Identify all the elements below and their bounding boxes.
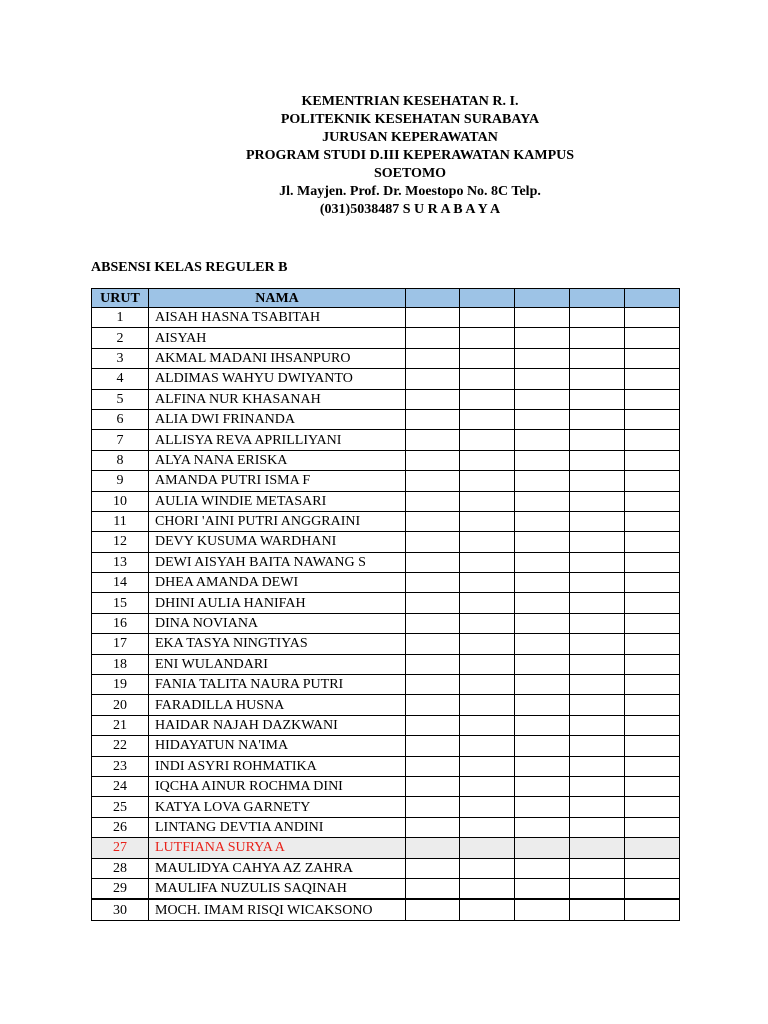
attendance-cell[interactable] xyxy=(460,450,515,470)
attendance-cell[interactable] xyxy=(570,573,625,593)
attendance-cell[interactable] xyxy=(570,593,625,613)
attendance-cell[interactable] xyxy=(570,308,625,328)
attendance-cell[interactable] xyxy=(570,552,625,572)
row-number: 7 xyxy=(92,430,149,450)
section-title: ABSENSI KELAS REGULER B xyxy=(91,260,288,275)
table-row xyxy=(92,389,680,409)
letterhead-line: SOETOMO xyxy=(373,166,447,181)
attendance-cell[interactable] xyxy=(515,654,570,674)
attendance-cell[interactable] xyxy=(460,776,515,796)
attendance-cell[interactable] xyxy=(625,532,680,552)
attendance-cell[interactable] xyxy=(460,511,515,531)
attendance-cell[interactable] xyxy=(515,348,570,368)
student-name: ALDIMAS WAHYU DWIYANTO xyxy=(149,369,406,389)
row-number: 2 xyxy=(92,328,149,348)
row-number: 23 xyxy=(92,756,149,776)
attendance-cell[interactable] xyxy=(460,838,515,858)
attendance-cell[interactable] xyxy=(625,838,680,858)
attendance-cell[interactable] xyxy=(570,736,625,756)
table-row xyxy=(92,613,680,633)
row-number: 19 xyxy=(92,675,149,695)
attendance-cell[interactable] xyxy=(460,369,515,389)
attendance-cell[interactable] xyxy=(625,328,680,348)
attendance-cell[interactable] xyxy=(625,593,680,613)
attendance-cell[interactable] xyxy=(625,409,680,429)
student-name: DEVY KUSUMA WARDHANI xyxy=(149,532,406,552)
row-number: 29 xyxy=(92,878,149,899)
attendance-cell[interactable] xyxy=(625,634,680,654)
column-header-urut: URUT xyxy=(92,289,149,308)
column-header-blank xyxy=(406,289,460,308)
attendance-cell[interactable] xyxy=(625,817,680,837)
student-name: AISAH HASNA TSABITAH xyxy=(149,308,406,328)
attendance-cell[interactable] xyxy=(406,715,460,735)
row-number: 28 xyxy=(92,858,149,878)
table-row xyxy=(92,654,680,674)
attendance-cell[interactable] xyxy=(625,471,680,491)
attendance-cell[interactable] xyxy=(625,430,680,450)
table-row xyxy=(92,369,680,389)
row-number: 24 xyxy=(92,776,149,796)
attendance-cell[interactable] xyxy=(406,552,460,572)
table-row xyxy=(92,328,680,348)
table-row xyxy=(92,430,680,450)
attendance-table xyxy=(91,288,680,921)
table-row xyxy=(92,308,680,328)
attendance-cell[interactable] xyxy=(570,817,625,837)
table-row xyxy=(92,348,680,368)
row-number: 30 xyxy=(92,899,149,920)
attendance-cell[interactable] xyxy=(625,858,680,878)
student-name: EKA TASYA NINGTIYAS xyxy=(149,634,406,654)
table-row xyxy=(92,634,680,654)
student-name: IQCHA AINUR ROCHMA DINI xyxy=(149,776,406,796)
attendance-cell[interactable] xyxy=(515,389,570,409)
attendance-cell[interactable] xyxy=(460,573,515,593)
attendance-cell[interactable] xyxy=(406,389,460,409)
attendance-cell[interactable] xyxy=(625,552,680,572)
table-row xyxy=(92,817,680,837)
attendance-cell[interactable] xyxy=(406,797,460,817)
attendance-cell[interactable] xyxy=(570,369,625,389)
attendance-cell[interactable] xyxy=(406,695,460,715)
row-number: 27 xyxy=(92,838,149,858)
attendance-cell[interactable] xyxy=(570,899,625,920)
student-name: HIDAYATUN NA'IMA xyxy=(149,736,406,756)
attendance-cell[interactable] xyxy=(570,634,625,654)
student-name: ALIA DWI FRINANDA xyxy=(149,409,406,429)
attendance-cell[interactable] xyxy=(625,511,680,531)
table-row xyxy=(92,573,680,593)
attendance-cell[interactable] xyxy=(460,736,515,756)
attendance-cell[interactable] xyxy=(570,756,625,776)
column-header-blank xyxy=(515,289,570,308)
attendance-cell[interactable] xyxy=(625,613,680,633)
attendance-cell[interactable] xyxy=(406,532,460,552)
attendance-cell[interactable] xyxy=(515,613,570,633)
attendance-cell[interactable] xyxy=(406,511,460,531)
attendance-cell[interactable] xyxy=(570,430,625,450)
attendance-cell[interactable] xyxy=(460,878,515,899)
letterhead-line: PROGRAM STUDI D.III KEPERAWATAN KAMPUS xyxy=(245,148,575,163)
attendance-cell[interactable] xyxy=(460,695,515,715)
attendance-cell[interactable] xyxy=(406,471,460,491)
attendance-cell[interactable] xyxy=(406,573,460,593)
attendance-cell[interactable] xyxy=(515,328,570,348)
attendance-cell[interactable] xyxy=(515,838,570,858)
row-number: 22 xyxy=(92,736,149,756)
attendance-cell[interactable] xyxy=(515,369,570,389)
student-name: MAULIDYA CAHYA AZ ZAHRA xyxy=(149,858,406,878)
attendance-cell[interactable] xyxy=(515,756,570,776)
row-number: 9 xyxy=(92,471,149,491)
attendance-cell[interactable] xyxy=(515,899,570,920)
student-name: DEWI AISYAH BAITA NAWANG S xyxy=(149,552,406,572)
attendance-cell[interactable] xyxy=(570,389,625,409)
student-name: DHINI AULIA HANIFAH xyxy=(149,593,406,613)
attendance-cell[interactable] xyxy=(515,675,570,695)
table-row xyxy=(92,675,680,695)
table-row xyxy=(92,736,680,756)
student-name: INDI ASYRI ROHMATIKA xyxy=(149,756,406,776)
attendance-cell[interactable] xyxy=(406,858,460,878)
row-number: 6 xyxy=(92,409,149,429)
row-number: 8 xyxy=(92,450,149,470)
attendance-cell[interactable] xyxy=(570,654,625,674)
document-letterhead xyxy=(180,93,640,219)
row-number: 18 xyxy=(92,654,149,674)
attendance-cell[interactable] xyxy=(460,817,515,837)
attendance-cell[interactable] xyxy=(570,675,625,695)
student-name: AMANDA PUTRI ISMA F xyxy=(149,471,406,491)
attendance-cell[interactable] xyxy=(460,552,515,572)
student-name: KATYA LOVA GARNETY xyxy=(149,797,406,817)
attendance-cell[interactable] xyxy=(406,409,460,429)
row-number: 3 xyxy=(92,348,149,368)
attendance-cell[interactable] xyxy=(406,899,460,920)
student-name: CHORI 'AINI PUTRI ANGGRAINI xyxy=(149,511,406,531)
attendance-cell[interactable] xyxy=(570,471,625,491)
attendance-cell[interactable] xyxy=(625,308,680,328)
attendance-cell[interactable] xyxy=(406,817,460,837)
attendance-cell[interactable] xyxy=(625,878,680,899)
letterhead-line: (031)5038487 S U R A B A Y A xyxy=(319,202,501,217)
attendance-cell[interactable] xyxy=(406,736,460,756)
attendance-cell[interactable] xyxy=(570,511,625,531)
attendance-cell[interactable] xyxy=(570,776,625,796)
attendance-cell[interactable] xyxy=(625,450,680,470)
row-number: 15 xyxy=(92,593,149,613)
column-header-nama: NAMA xyxy=(149,289,406,308)
table-row xyxy=(92,532,680,552)
attendance-cell[interactable] xyxy=(515,511,570,531)
attendance-cell[interactable] xyxy=(515,409,570,429)
attendance-cell[interactable] xyxy=(625,348,680,368)
table-row xyxy=(92,450,680,470)
student-name: FARADILLA HUSNA xyxy=(149,695,406,715)
student-name: LINTANG DEVTIA ANDINI xyxy=(149,817,406,837)
attendance-cell[interactable] xyxy=(515,552,570,572)
attendance-cell[interactable] xyxy=(460,348,515,368)
letterhead-line: KEMENTRIAN KESEHATAN R. I. xyxy=(301,94,519,109)
row-number: 20 xyxy=(92,695,149,715)
table-row xyxy=(92,858,680,878)
attendance-cell[interactable] xyxy=(625,654,680,674)
row-number: 1 xyxy=(92,308,149,328)
attendance-cell[interactable] xyxy=(625,756,680,776)
attendance-cell[interactable] xyxy=(570,838,625,858)
attendance-cell[interactable] xyxy=(406,654,460,674)
table-row xyxy=(92,838,680,858)
table-row xyxy=(92,899,680,920)
attendance-cell[interactable] xyxy=(406,328,460,348)
attendance-cell[interactable] xyxy=(460,715,515,735)
table-row xyxy=(92,715,680,735)
attendance-cell[interactable] xyxy=(515,308,570,328)
attendance-cell[interactable] xyxy=(515,634,570,654)
student-name: HAIDAR NAJAH DAZKWANI xyxy=(149,715,406,735)
row-number: 11 xyxy=(92,511,149,531)
attendance-cell[interactable] xyxy=(460,756,515,776)
column-header-blank xyxy=(460,289,515,308)
attendance-cell[interactable] xyxy=(406,593,460,613)
attendance-cell[interactable] xyxy=(515,797,570,817)
attendance-cell[interactable] xyxy=(406,838,460,858)
table-row xyxy=(92,511,680,531)
row-number: 16 xyxy=(92,613,149,633)
attendance-cell[interactable] xyxy=(515,776,570,796)
student-name: AULIA WINDIE METASARI xyxy=(149,491,406,511)
attendance-cell[interactable] xyxy=(515,715,570,735)
attendance-cell[interactable] xyxy=(406,756,460,776)
student-name: LUTFIANA SURYA A xyxy=(149,838,406,858)
column-header-blank xyxy=(570,289,625,308)
student-name: FANIA TALITA NAURA PUTRI xyxy=(149,675,406,695)
attendance-cell[interactable] xyxy=(406,634,460,654)
table-row xyxy=(92,797,680,817)
attendance-cell[interactable] xyxy=(460,471,515,491)
attendance-cell[interactable] xyxy=(515,817,570,837)
attendance-cell[interactable] xyxy=(515,878,570,899)
student-name: DHEA AMANDA DEWI xyxy=(149,573,406,593)
attendance-cell[interactable] xyxy=(515,573,570,593)
student-name: AISYAH xyxy=(149,328,406,348)
row-number: 5 xyxy=(92,389,149,409)
attendance-cell[interactable] xyxy=(406,308,460,328)
attendance-rows xyxy=(92,308,680,921)
attendance-cell[interactable] xyxy=(625,899,680,920)
attendance-cell[interactable] xyxy=(515,491,570,511)
row-number: 13 xyxy=(92,552,149,572)
attendance-cell[interactable] xyxy=(460,675,515,695)
attendance-cell[interactable] xyxy=(570,409,625,429)
attendance-cell[interactable] xyxy=(570,858,625,878)
row-number: 25 xyxy=(92,797,149,817)
student-name: ALLISYA REVA APRILLIYANI xyxy=(149,430,406,450)
attendance-cell[interactable] xyxy=(460,858,515,878)
attendance-cell[interactable] xyxy=(625,797,680,817)
attendance-cell[interactable] xyxy=(515,532,570,552)
table-row xyxy=(92,878,680,899)
attendance-cell[interactable] xyxy=(460,613,515,633)
attendance-cell[interactable] xyxy=(406,878,460,899)
attendance-cell[interactable] xyxy=(515,695,570,715)
attendance-cell[interactable] xyxy=(570,797,625,817)
attendance-cell[interactable] xyxy=(625,491,680,511)
attendance-cell[interactable] xyxy=(406,450,460,470)
attendance-cell[interactable] xyxy=(460,409,515,429)
attendance-cell[interactable] xyxy=(515,593,570,613)
attendance-cell[interactable] xyxy=(406,613,460,633)
attendance-cell[interactable] xyxy=(570,715,625,735)
attendance-cell[interactable] xyxy=(570,695,625,715)
attendance-cell[interactable] xyxy=(460,328,515,348)
attendance-cell[interactable] xyxy=(460,532,515,552)
attendance-cell[interactable] xyxy=(570,532,625,552)
table-row xyxy=(92,552,680,572)
attendance-cell[interactable] xyxy=(515,858,570,878)
attendance-cell[interactable] xyxy=(460,430,515,450)
row-number: 17 xyxy=(92,634,149,654)
attendance-cell[interactable] xyxy=(460,797,515,817)
attendance-cell[interactable] xyxy=(625,715,680,735)
attendance-cell[interactable] xyxy=(406,491,460,511)
attendance-cell[interactable] xyxy=(625,695,680,715)
attendance-cell[interactable] xyxy=(406,776,460,796)
attendance-cell[interactable] xyxy=(406,675,460,695)
table-row xyxy=(92,471,680,491)
attendance-cell[interactable] xyxy=(625,573,680,593)
attendance-cell[interactable] xyxy=(406,369,460,389)
student-name: AKMAL MADANI IHSANPURO xyxy=(149,348,406,368)
table-row xyxy=(92,695,680,715)
attendance-cell[interactable] xyxy=(570,613,625,633)
attendance-cell[interactable] xyxy=(570,878,625,899)
column-header-blank xyxy=(625,289,680,308)
attendance-cell[interactable] xyxy=(625,736,680,756)
attendance-cell[interactable] xyxy=(460,899,515,920)
letterhead-line: POLITEKNIK KESEHATAN SURABAYA xyxy=(280,112,540,127)
attendance-cell[interactable] xyxy=(406,348,460,368)
student-name: MOCH. IMAM RISQI WICAKSONO xyxy=(149,899,406,920)
table-row xyxy=(92,491,680,511)
attendance-cell[interactable] xyxy=(570,348,625,368)
attendance-cell[interactable] xyxy=(406,430,460,450)
attendance-cell[interactable] xyxy=(515,471,570,491)
student-name: ENI WULANDARI xyxy=(149,654,406,674)
row-number: 26 xyxy=(92,817,149,837)
attendance-cell[interactable] xyxy=(570,491,625,511)
row-number: 14 xyxy=(92,573,149,593)
attendance-cell[interactable] xyxy=(460,654,515,674)
student-name: ALYA NANA ERISKA xyxy=(149,450,406,470)
student-name: MAULIFA NUZULIS SAQINAH xyxy=(149,878,406,899)
row-number: 12 xyxy=(92,532,149,552)
student-name: DINA NOVIANA xyxy=(149,613,406,633)
attendance-cell[interactable] xyxy=(570,450,625,470)
attendance-cell[interactable] xyxy=(460,593,515,613)
attendance-cell[interactable] xyxy=(515,736,570,756)
attendance-cell[interactable] xyxy=(625,776,680,796)
table-row xyxy=(92,593,680,613)
table-row xyxy=(92,756,680,776)
attendance-cell[interactable] xyxy=(460,389,515,409)
letterhead-line: Jl. Mayjen. Prof. Dr. Moestopo No. 8C Telp. xyxy=(279,184,541,199)
attendance-cell[interactable] xyxy=(460,308,515,328)
student-name: ALFINA NUR KHASANAH xyxy=(149,389,406,409)
attendance-cell[interactable] xyxy=(625,369,680,389)
attendance-cell[interactable] xyxy=(625,389,680,409)
attendance-cell[interactable] xyxy=(625,675,680,695)
table-header-row xyxy=(92,289,680,308)
attendance-cell[interactable] xyxy=(460,634,515,654)
attendance-cell[interactable] xyxy=(460,491,515,511)
letterhead-line: JURUSAN KEPERAWATAN xyxy=(322,130,498,145)
attendance-cell[interactable] xyxy=(515,450,570,470)
attendance-cell[interactable] xyxy=(570,328,625,348)
attendance-cell[interactable] xyxy=(515,430,570,450)
row-number: 4 xyxy=(92,369,149,389)
row-number: 21 xyxy=(92,715,149,735)
row-number: 10 xyxy=(92,491,149,511)
table-row xyxy=(92,409,680,429)
table-row xyxy=(92,776,680,796)
